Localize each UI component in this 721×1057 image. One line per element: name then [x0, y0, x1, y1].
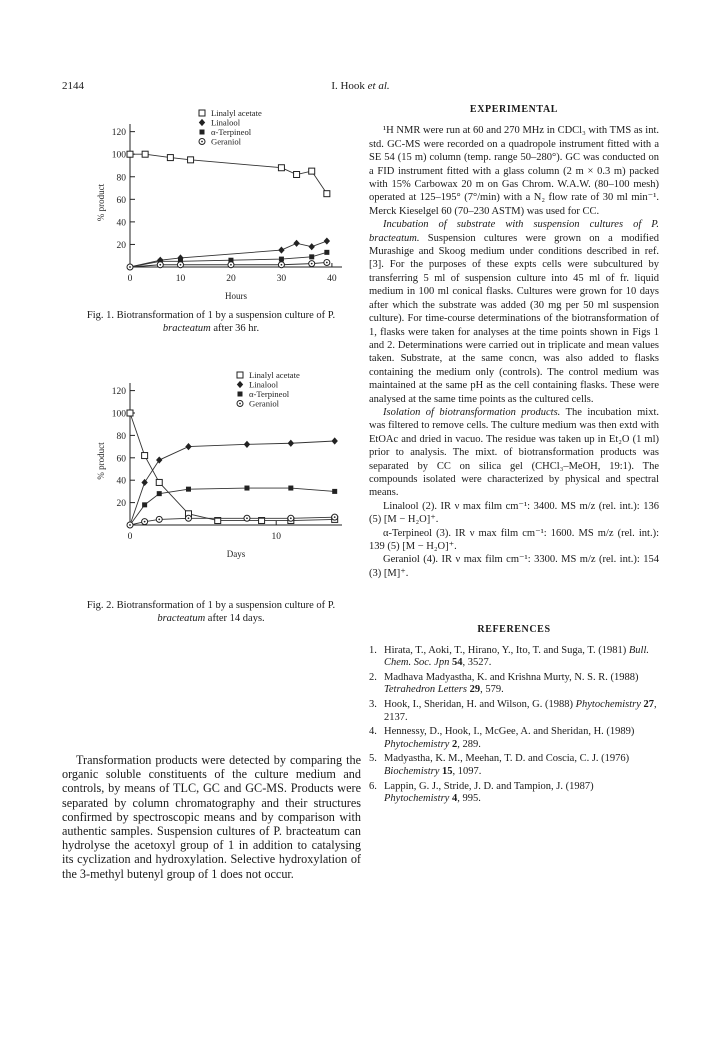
data-point	[244, 486, 249, 491]
reference-authors: Hirata, T., Aoki, T., Hirano, Y., Ito, T. and Suga, T. (1981)	[384, 644, 629, 656]
reference-journal: Phytochemistry	[384, 793, 452, 805]
reference-pages: , 2137.	[384, 698, 657, 723]
reference-pages: , 1097.	[452, 765, 482, 777]
figure-1-caption-italic: bracteatum	[162, 323, 211, 334]
data-point	[186, 487, 191, 492]
experimental-p5: α-Terpineol (3). IR ν max film cm⁻¹: 1600. MS m/z (rel. int.): 139 (5) [M − H₂O]⁺.	[369, 527, 659, 552]
data-point	[142, 151, 148, 157]
data-point	[239, 403, 241, 405]
data-point	[237, 381, 243, 388]
figure-2-label: Fig. 2.	[86, 600, 115, 611]
data-point	[188, 517, 190, 519]
experimental-p2	[369, 218, 659, 406]
figure-2-caption-italic: bracteatum	[157, 613, 206, 624]
reference-volume: 2	[451, 738, 458, 750]
reference-item	[369, 753, 659, 778]
x-tick-label: 0	[127, 532, 133, 542]
y-tick-label: 80	[116, 431, 126, 442]
data-point	[279, 257, 284, 262]
x-tick-label: 0	[127, 274, 133, 284]
reference-number: 4.	[369, 726, 377, 738]
y-tick-label: 60	[116, 195, 126, 206]
data-point	[326, 262, 328, 264]
y-tick-label: 120	[111, 128, 126, 139]
y-tick-label: 20	[116, 240, 126, 251]
running-head-author: I. Hook	[331, 80, 365, 92]
data-point	[246, 517, 248, 519]
x-axis-label: Hours	[225, 291, 247, 301]
data-point	[200, 130, 205, 135]
data-point	[129, 266, 131, 268]
reference-journal: Biochemistry	[384, 765, 443, 777]
data-point	[185, 443, 191, 450]
experimental-p3-head: Isolation of biotransformation products.	[383, 406, 561, 418]
x-axis-label: Days	[226, 549, 246, 559]
data-point	[324, 250, 329, 255]
data-point	[309, 168, 315, 174]
data-point	[332, 489, 337, 494]
legend-label: α-Terpineol	[249, 389, 290, 399]
data-point	[281, 264, 283, 266]
data-point	[311, 263, 313, 265]
data-point	[156, 456, 162, 463]
data-point	[141, 479, 147, 486]
reference-journal: Phytochemistry	[575, 698, 644, 710]
data-point	[167, 155, 173, 161]
reference-volume: 29	[469, 684, 481, 696]
running-head-etal: et al.	[367, 80, 390, 92]
experimental-heading: EXPERIMENTAL	[469, 104, 559, 115]
data-point	[244, 441, 250, 448]
experimental-p6: Geraniol (4). IR ν max film cm⁻¹: 3300. MS m/z (rel. int.): 154 (3) [M]⁺.	[369, 554, 659, 579]
reference-authors: Hennessy, D., Hook, I., McGee, A. and Sheridan, H. (1989)	[384, 726, 635, 738]
data-point	[127, 410, 133, 416]
data-point	[230, 264, 232, 266]
running-head	[0, 80, 721, 92]
reference-number: 6.	[369, 780, 377, 792]
data-point	[157, 491, 162, 496]
reference-number: 3.	[369, 698, 377, 710]
reference-item	[369, 781, 659, 806]
references-list	[369, 645, 659, 806]
reference-pages: , 289.	[457, 738, 481, 750]
series-line	[130, 413, 335, 521]
data-point	[290, 517, 292, 519]
legend-label: Geraniol	[249, 398, 280, 409]
reference-journal: Bull. Chem. Soc. Jpn	[384, 644, 649, 669]
y-tick-label: 40	[116, 476, 126, 487]
reference-pages: , 995.	[457, 793, 481, 805]
reference-journal: Tetrahedron Letters	[384, 684, 470, 696]
figure-1-caption-text: Biotransformation of 1 by a suspension culture of P.	[116, 310, 336, 321]
figure-1-plot	[96, 108, 342, 301]
figure-2-caption-tail: after 14 days.	[207, 613, 265, 624]
references-section	[369, 624, 659, 808]
y-tick-label: 40	[116, 218, 126, 229]
experimental-p4: Linalool (2). IR ν max film cm⁻¹: 3400. MS m/z (rel. int.): 136 (5) [M − H₂O]⁺.	[369, 500, 659, 526]
reference-item	[369, 699, 659, 724]
reference-number: 1.	[369, 644, 377, 656]
reference-item	[369, 645, 659, 670]
experimental-p1: ¹H NMR were run at 60 and 270 MHz in CDCl₃ with TMS as int. std. GC-MS were recorded on a quadropole instrument fitted with a SE 54 (15 m) column (temp. range 50–280°). GC was conducted on a FID instrument fitted with a glass column (2 m × 0.3 m) packed with 15% Carbowax 20 m on Gas Chrom. W.A.W. (80–100 mesh) operated at 125–195° (7°/min) with a N₂ flow rate of 30 ml min⁻¹. Merck Kieselgel 60 (70–230 ASTM) was used for CC.	[369, 125, 659, 217]
x-tick-label: 10	[271, 532, 281, 542]
legend-label: Linalyl acetate	[211, 108, 262, 118]
data-point	[288, 440, 294, 447]
legend-label: Linalool	[211, 117, 241, 128]
data-point	[199, 119, 205, 126]
data-point	[324, 237, 330, 244]
reference-authors: Madhava Madyastha, K. and Krishna Murty, N. S. R. (1988)	[384, 671, 639, 683]
data-point	[129, 524, 131, 526]
figure-1-chart	[70, 104, 360, 304]
y-tick-label: 120	[111, 387, 126, 398]
y-tick-label: 60	[116, 454, 126, 465]
data-point	[324, 191, 330, 197]
reference-authors: Madyastha, K. M., Meehan, T. D. and Coscia, C. J. (1976)	[384, 753, 630, 765]
y-tick-label: 100	[111, 150, 126, 161]
data-point	[288, 486, 293, 491]
figure-1-caption-tail: after 36 hr.	[213, 323, 260, 334]
reference-item	[369, 726, 659, 751]
reference-number: 2.	[369, 671, 377, 683]
y-tick-label: 80	[116, 173, 126, 184]
reference-pages: , 3527.	[462, 657, 492, 669]
data-point	[180, 264, 182, 266]
data-point	[158, 519, 160, 521]
x-tick-label: 40	[327, 274, 337, 284]
references-heading: REFERENCES	[477, 624, 551, 635]
reference-item	[369, 672, 659, 697]
legend-label: Geraniol	[211, 136, 242, 147]
reference-journal: Phytochemistry	[384, 738, 452, 750]
data-point	[334, 516, 336, 518]
data-point	[238, 392, 243, 397]
reference-volume: 15	[442, 765, 453, 777]
data-point	[309, 254, 314, 259]
data-point	[237, 372, 243, 378]
figure-1-caption	[62, 309, 360, 335]
data-point	[144, 521, 146, 523]
reference-volume: 27	[643, 698, 655, 710]
data-point	[199, 110, 205, 116]
reference-number: 5.	[369, 753, 377, 765]
experimental-p2-head: Incubation of substrate with suspension cultures of P. bracteatum.	[369, 219, 659, 244]
experimental-p3	[369, 406, 659, 500]
data-point	[142, 502, 147, 507]
data-point	[188, 157, 194, 163]
figure-1-label: Fig. 1.	[86, 310, 115, 321]
reference-authors: Hook, I., Sheridan, H. and Wilson, G. (1988)	[384, 698, 576, 710]
figure-2-chart	[70, 368, 360, 580]
y-axis-label: % product	[96, 442, 106, 480]
reference-volume: 4	[451, 793, 458, 805]
x-tick-label: 20	[226, 274, 236, 284]
data-point	[159, 264, 161, 266]
reference-volume: 54	[451, 657, 463, 669]
left-body-paragraph: Transformation products were detected by comparing the organic soluble constituents of the culture medium and controls, by means of TLC, GC and GC-MS. Products were separated by column chromatography and their structures confirmed by spectroscopic means and by comparison with authentic samples. Suspension cultures of P. bracteatum can hydrolyse the acetoxyl group of 1 in addition to catalysing its cyclization and hydroxylation. Selective hydroxylation of the 3-methyl butenyl group of 1 does not occur.	[62, 753, 361, 881]
legend-label: Linalyl acetate	[249, 370, 300, 380]
reference-pages: , 579.	[480, 684, 504, 696]
data-point	[294, 172, 300, 178]
figure-2-caption-text: Biotransformation of 1 by a suspension culture of P.	[116, 600, 336, 611]
x-tick-label: 30	[276, 274, 287, 284]
data-point	[278, 165, 284, 171]
data-point	[278, 246, 284, 253]
data-point	[142, 453, 148, 459]
y-tick-label: 100	[111, 409, 126, 420]
figure-2-caption	[62, 599, 360, 625]
figure-2-plot	[96, 370, 342, 559]
x-tick-label: 10	[175, 274, 186, 284]
page-number: 2144	[62, 80, 84, 92]
data-point	[201, 141, 203, 143]
experimental-section	[369, 103, 659, 580]
experimental-p2-text: Suspension cultures were grown on a modified Murashige and Skoog medium under conditions described in ref. [3]. For the purposes of these expts cells were subcultured by transferring 5 ml of suspension culture into 45 ml of fr. liquid medium in 100 ml conical flasks. Cultures were grown for 10 days after which the substrate was added (30 mg per 50 ml suspension culture). For time-course determinations of the biotransformation of 1, flasks were taken for analyses at the time points shown in Figs 1 and 2. Determinations were carried out in triplicate and mean values taken. Substrate, at the same concn, was also added to flasks containing the medium only (controls). The control medium was maintained at the same pH as the cell containing flasks. These were analysed at the same time points as the cultured cells.	[369, 232, 659, 405]
data-point	[331, 437, 337, 444]
legend-label: α-Terpineol	[211, 127, 252, 137]
experimental-p3-text: The incubation mixt. was filtered to remove cells. The culture medium was then extd with EtOAc and dried in vacuo. The residue was taken up in Et₂O (1 ml) prior to analysis. The mixt. of biotransformation products was separated by CC on silica gel (CHCl₃–MeOH, 19:1). The compounds isolated were characterized by physical and spectral means.	[369, 406, 660, 499]
y-tick-label: 20	[116, 499, 126, 510]
data-point	[127, 151, 133, 157]
data-point	[293, 240, 299, 247]
data-point	[309, 243, 315, 250]
legend-label: Linalool	[249, 379, 279, 390]
reference-authors: Lappin, G. J., Stride, J. D. and Tampion, J. (1987)	[384, 780, 594, 792]
data-point	[156, 479, 162, 485]
y-axis-label: % product	[96, 183, 106, 222]
